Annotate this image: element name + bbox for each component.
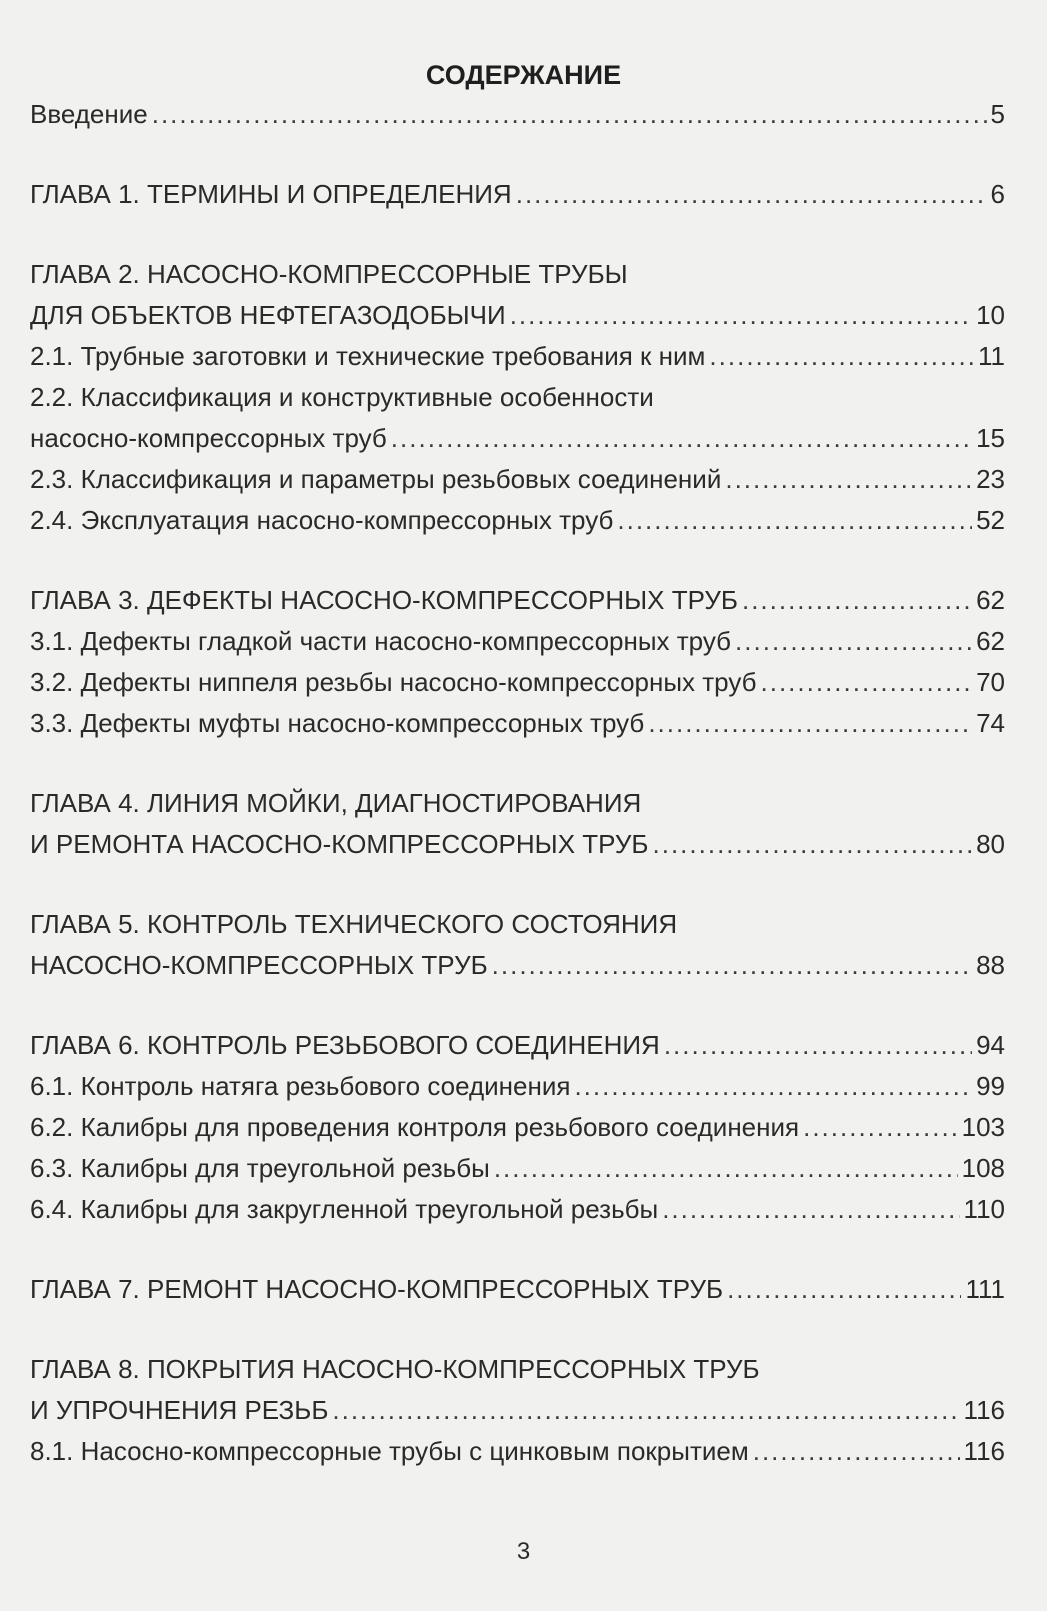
toc-entry-section-2-1 [30,336,1005,377]
toc-heading: СОДЕРЖАНИЕ [425,60,622,90]
toc-entry-label: ГЛАВА 8. ПОКРЫТИЯ НАСОСНО-КОМПРЕССОРНЫХ ТРУБ [30,1354,760,1384]
toc-entry-label: 3.1. Дефекты гладкой части насосно-компрессорных труб [30,626,732,656]
toc-entry-label: 6.2. Калибры для проведения контроля резьбового соединения [30,1112,800,1142]
toc-entry-label: ГЛАВА 2. НАСОСНО-КОМПРЕССОРНЫЕ ТРУБЫ [30,259,628,289]
toc-entry-label: И РЕМОНТА НАСОСНО-КОМПРЕССОРНЫХ ТРУБ [30,829,649,859]
toc-entry-page: 15 [976,423,1005,453]
toc-entry-label: ДЛЯ ОБЪЕКТОВ НЕФТЕГАЗОДОБЫЧИ [30,300,506,330]
toc-entry-page: 52 [976,505,1005,535]
toc-entry-section-6-2 [30,1107,1005,1148]
toc-entry-page: 103 [961,1112,1005,1142]
toc-entry-page: 116 [963,1436,1005,1466]
toc-entry-page: 94 [976,1030,1005,1060]
toc-entry-page: 80 [976,829,1005,859]
dot-leader [735,621,972,662]
toc-entry-chapter-5-line-1 [30,904,1005,945]
toc-entry-label: 3.2. Дефекты ниппеля резьбы насосно-компрессорных труб [30,667,757,697]
toc-entry-chapter-5-line-2 [30,945,1005,986]
toc-entry-section-2-3 [30,459,1005,500]
toc-entry-section-3-3 [30,703,1005,744]
toc-entry-label: ГЛАВА 6. КОНТРОЛЬ РЕЗЬБОВОГО СОЕДИНЕНИЯ [30,1030,660,1060]
dot-leader [742,580,972,621]
toc-entry-label: 3.3. Дефекты муфты насосно-компрессорных труб [30,708,645,738]
toc-entry-label: 6.3. Калибры для треугольной резьбы [30,1153,490,1183]
dot-leader [617,500,972,541]
toc-entry-section-6-3 [30,1148,1005,1189]
dot-leader [761,662,973,703]
toc-entry-label: 6.1. Контроль натяга резьбового соединения [30,1071,571,1101]
toc-entry-page: 23 [976,464,1005,494]
toc-entry-label: 2.1. Трубные заготовки и технические требования к ним [30,341,706,371]
dot-leader [574,1066,972,1107]
toc-entry-page: 110 [963,1194,1005,1224]
toc-entry-label: НАСОСНО-КОМПРЕССОРНЫХ ТРУБ [30,950,488,980]
toc-entry-chapter-4-line-1 [30,783,1005,824]
page-number: 3 [516,1538,531,1565]
toc-entry-section-2-2-line-2 [30,418,1005,459]
toc-entry-label: 2.4. Эксплуатация насосно-компрессорных труб [30,505,614,535]
dot-leader [391,418,972,459]
toc-entry-page: 5 [990,99,1005,129]
dot-leader [648,703,972,744]
toc-entry-label: 6.4. Калибры для закругленной треугольной резьбы [30,1194,659,1224]
dot-leader [653,824,973,865]
toc-entry-label: 2.3. Классификация и параметры резьбовых соединений [30,464,722,494]
toc-entry-label: И УПРОЧНЕНИЯ РЕЗЬБ [30,1395,329,1425]
toc-entry-page: 70 [976,667,1005,697]
dot-leader [727,1269,961,1310]
toc-entry-page: 116 [963,1395,1005,1425]
toc-entry-label: 8.1. Насосно-компрессорные трубы с цинковым покрытием [30,1436,749,1466]
toc-entry-chapter-7 [30,1269,1005,1310]
toc-entry-section-6-4 [30,1189,1005,1230]
dot-leader [332,1390,959,1431]
toc-entry-page: 88 [976,950,1005,980]
toc-entry-label: насосно-компрессорных труб [30,423,387,453]
dot-leader [725,459,972,500]
toc-entry-page: 108 [961,1153,1005,1183]
toc-entry-page: 62 [976,585,1005,615]
toc-entry-page: 111 [965,1274,1005,1304]
toc-entry-section-3-1 [30,621,1005,662]
dot-leader [494,1148,958,1189]
dot-leader [516,174,987,215]
dot-leader [709,336,974,377]
dot-leader [753,1431,960,1472]
toc-entry-section-6-1 [30,1066,1005,1107]
dot-leader [803,1107,958,1148]
toc-entry-page: 10 [976,300,1005,330]
toc-entry-label: ГЛАВА 7. РЕМОНТ НАСОСНО-КОМПРЕССОРНЫХ ТРУБ [30,1274,724,1304]
toc-entry-page: 99 [976,1071,1005,1101]
toc-entry-page: 74 [976,708,1005,738]
toc-entry-label: Введение [30,99,148,129]
toc-entry-chapter-2-line-1 [30,254,1005,295]
toc-entry-introduction [30,94,1005,135]
toc-entry-chapter-8-line-1 [30,1349,1005,1390]
toc-entry-chapter-2-line-2 [30,295,1005,336]
toc-entry-section-2-2-line-1 [30,377,1005,418]
toc-entry-section-8-1 [30,1431,1005,1472]
dot-leader [492,945,972,986]
toc-entry-label: ГЛАВА 1. ТЕРМИНЫ И ОПРЕДЕЛЕНИЯ [30,179,512,209]
toc-entry-label: ГЛАВА 4. ЛИНИЯ МОЙКИ, ДИАГНОСТИРОВАНИЯ [30,788,642,818]
toc-entry-section-2-4 [30,500,1005,541]
dot-leader [510,295,972,336]
dot-leader [662,1189,959,1230]
toc-entry-chapter-3 [30,580,1005,621]
toc-entry-page: 6 [990,179,1005,209]
toc-entry-page: 11 [978,341,1005,371]
toc-entry-label: ГЛАВА 3. ДЕФЕКТЫ НАСОСНО-КОМПРЕССОРНЫХ ТРУБ [30,585,738,615]
toc-entry-chapter-8-line-2 [30,1390,1005,1431]
toc-entry-chapter-1 [30,174,1005,215]
toc-entry-chapter-6 [30,1025,1005,1066]
table-of-contents [30,94,1005,1472]
dot-leader [664,1025,972,1066]
toc-entry-chapter-4-line-2 [30,824,1005,865]
toc-entry-label: 2.2. Классификация и конструктивные особенности [30,382,654,412]
toc-entry-page: 62 [976,626,1005,656]
toc-entry-label: ГЛАВА 5. КОНТРОЛЬ ТЕХНИЧЕСКОГО СОСТОЯНИЯ [30,909,678,939]
toc-entry-section-3-2 [30,662,1005,703]
dot-leader [152,94,987,135]
